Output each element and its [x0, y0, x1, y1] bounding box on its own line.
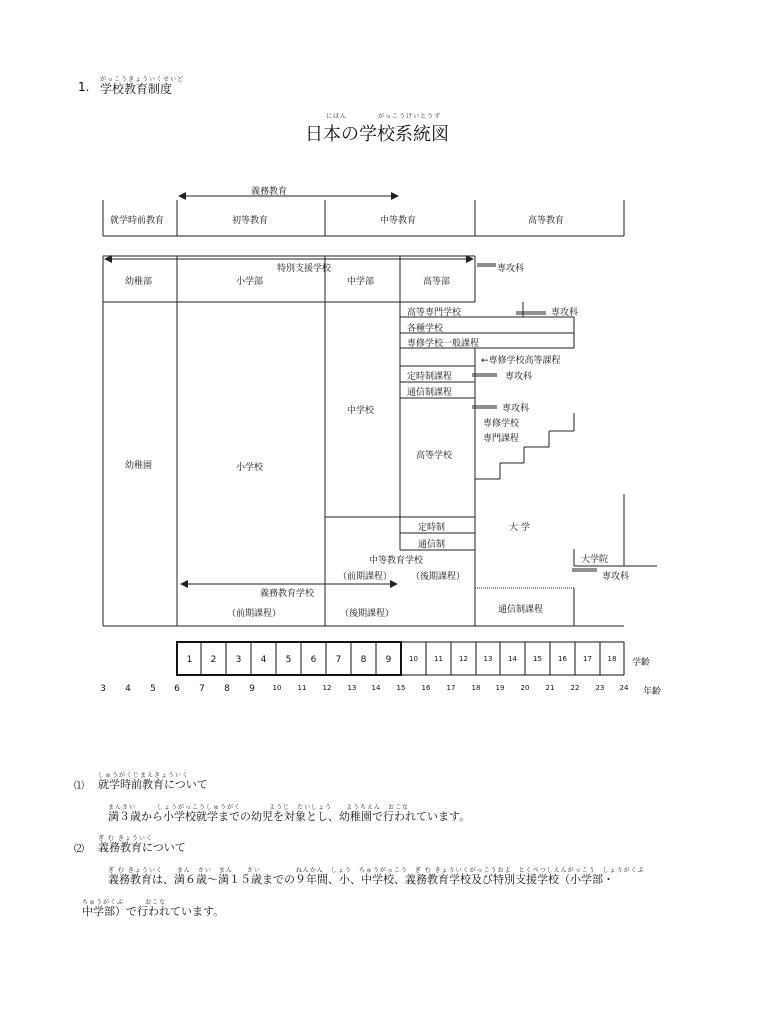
part-time-major-course: 専攻科 — [505, 372, 533, 382]
note-body-continued: 中学部）で行われています。 — [82, 905, 225, 918]
section-number: 1. — [78, 80, 90, 94]
stage-higher: 高等教育 — [528, 216, 565, 226]
grade-number: 9 — [385, 655, 392, 665]
note-body-ruby: まんさい しょうがっこうしゅうがく ようじ たいしょう ようちえん おこな — [108, 804, 410, 811]
grade-number: 12 — [459, 655, 468, 663]
grade-number: 18 — [607, 655, 617, 663]
age-number: 6 — [174, 684, 180, 694]
miscellaneous-schools: 各種学校 — [407, 324, 444, 334]
specialized-school-label: 専修学校 — [483, 419, 520, 429]
grade-number: 1 — [186, 655, 193, 665]
grade-number: 17 — [583, 655, 592, 663]
section-title: 学校教育制度 — [100, 82, 173, 96]
junior-high-school: 中学校 — [347, 406, 375, 416]
compulsory-second-course: （後期課程） — [340, 609, 395, 619]
part-time-system: 定時制 — [418, 523, 446, 533]
age-number: 8 — [224, 684, 230, 694]
tech-major-course: 専攻科 — [551, 308, 579, 318]
stage-primary: 初等教育 — [232, 216, 269, 226]
grade-number: 5 — [285, 655, 292, 665]
grade-number: 13 — [483, 655, 493, 663]
kindergarten: 幼稚園 — [125, 461, 153, 471]
age-number: 15 — [396, 684, 406, 692]
age-number: 4 — [125, 684, 131, 694]
university: 大 学 — [509, 523, 530, 533]
age-number: 16 — [421, 684, 431, 692]
note-body2-ruby: ちゅうがくぶ おこな — [82, 899, 167, 906]
compulsory-first-course: （前期課程） — [227, 609, 282, 619]
age-number: 3 — [100, 684, 106, 694]
age-number: 23 — [595, 684, 605, 692]
part-time-course: 定時制課程 — [407, 372, 453, 382]
age-number: 12 — [322, 684, 332, 692]
age-number: 17 — [446, 684, 456, 692]
ss-junior-high-dept: 中学部 — [347, 277, 375, 287]
note-heading-ruby: ぎ む きょういく — [98, 835, 153, 842]
grade-number: 6 — [310, 655, 317, 665]
secondary-second-course: （後期課程） — [411, 572, 466, 582]
age-number: 10 — [272, 684, 282, 692]
age-number: 19 — [495, 684, 505, 692]
age-number: 13 — [347, 684, 357, 692]
ss-elementary-dept: 小学部 — [236, 277, 264, 287]
ss-kindergarten-dept: 幼稚部 — [125, 277, 153, 287]
grade-number: 14 — [508, 655, 517, 663]
senior-high-school: 高等学校 — [416, 451, 453, 461]
grade-number: 8 — [360, 655, 367, 665]
note-body-ruby: ぎ む きょういく まん さい まん さい ねんかん しょう ちゅうがっこう ぎ む きょういくがっこうおよ とくべつしえんがっこう しょうがくぶ — [108, 867, 645, 874]
compulsory-education-label: 義務教育 — [251, 187, 288, 197]
age-number: 18 — [471, 684, 481, 692]
high-major-course: 専攻科 — [502, 404, 530, 414]
age-number: 5 — [150, 684, 156, 694]
graduate-major-course: 専攻科 — [602, 572, 630, 582]
note-body: 義務教育は、満６歳～満１５歳までの９年間、小、中学校、義務教育学校及び特別支援学校（小学部・ — [108, 873, 614, 886]
note-heading: 就学時前教育について — [98, 778, 208, 791]
age-number: 9 — [249, 684, 255, 694]
section-title-ruby: がっこうきょういくせいど — [100, 76, 185, 83]
professional-course-label: 専門課程 — [483, 434, 520, 444]
grade-number: 2 — [210, 655, 217, 665]
grade-number: 11 — [434, 655, 443, 663]
age-label: 年齢 — [643, 687, 662, 697]
secondary-education-school: 中等教育学校 — [369, 556, 424, 566]
stage-preschool: 就学時前教育 — [110, 216, 165, 226]
age-number: 20 — [520, 684, 530, 692]
university-correspondence: 通信制課程 — [498, 605, 544, 615]
grade-number: 7 — [335, 655, 342, 665]
age-number: 22 — [570, 684, 580, 692]
secondary-first-course: （前期課程） — [338, 572, 393, 582]
grade-number: 10 — [409, 655, 418, 663]
grade-number: 16 — [558, 655, 567, 663]
stage-secondary: 中等教育 — [380, 216, 417, 226]
grade-label: 学齢 — [632, 658, 651, 668]
diagram-title-ruby-2: がっこうけいとうず — [378, 113, 442, 120]
note-marker: ⑵ — [74, 844, 84, 855]
grade-number: 15 — [533, 655, 542, 663]
special-support-school-label: 特別支援学校 — [277, 264, 332, 274]
age-number: 11 — [297, 684, 307, 692]
college-of-technology: 高等専門学校 — [407, 308, 462, 318]
specialized-high-course: ←専修学校高等課程 — [481, 356, 561, 366]
age-number: 21 — [545, 684, 555, 692]
age-number: 24 — [619, 684, 629, 692]
ss-major-course: 専攻科 — [497, 264, 525, 274]
note-heading: 義務教育について — [98, 841, 186, 854]
note-body: 満３歳から小学校就学までの幼児を対象とし、幼稚園で行われています。 — [108, 810, 471, 823]
age-number: 14 — [371, 684, 381, 692]
graduate-school: 大学院 — [581, 555, 609, 565]
note-heading-ruby: しゅうがくじまえきょういく — [98, 772, 190, 779]
compulsory-education-school: 義務教育学校 — [260, 589, 315, 599]
diagram-title: 日本の学校系統図 — [305, 124, 449, 145]
correspondence-system: 通信制 — [418, 540, 446, 550]
diagram-title-ruby-1: にほん — [326, 113, 348, 120]
grade-number: 4 — [260, 655, 267, 665]
specialized-general-course: 専修学校一般課程 — [407, 339, 480, 349]
age-number: 7 — [199, 684, 205, 694]
note-marker: ⑴ — [74, 781, 84, 792]
elementary-school: 小学校 — [236, 463, 264, 473]
grade-number: 3 — [235, 655, 242, 665]
ss-high-dept: 高等部 — [423, 277, 451, 287]
correspondence-course: 通信制課程 — [407, 388, 453, 398]
